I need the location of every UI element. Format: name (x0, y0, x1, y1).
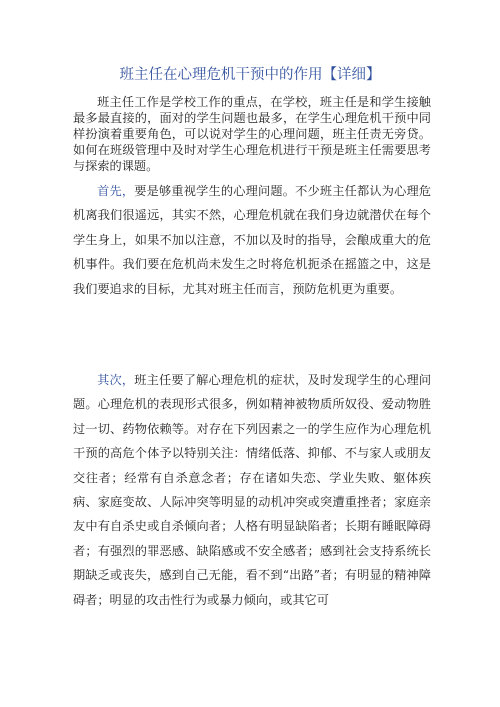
paragraph-first-lead: 首先， (97, 184, 135, 198)
paragraph-first (73, 179, 431, 301)
paragraph-first-text: 要是够重视学生的心理问题。不少班主任都认为心理危机离我们很遥远，其实不然，心理危机就在我们身边就潜伏在每个学生身上，如果不加以注意，不加以及时的指导，会酿成重大的危机事件。我们要在危机尚未发生之时将危机扼杀在摇篮之中，这是我们要追求的目标，尤其对班主任而言，预防危机更为重要。 (73, 184, 432, 296)
intro-text: 班主任工作是学校工作的重点，在学校，班主任是和学生接触最多最直接的，面对的学生问题也最多，在学生心理危机干预中同样扮演着重要角色，可以说对学生的心理问题，班主任责无旁贷。如何在班级管理中及时对学生心理危机进行干预是班主任需要思考与探索的课题。 (73, 95, 431, 173)
paragraph-second-text: 班主任要了解心理危机的症状，及时发现学生的心理问题。心理危机的表现形式很多，例如精神被物质所奴役、爱动物胜过一切、药物依赖等。对存在下列因素之一的学生应作为心理危机干预的高危个体予以特别关注：情绪低落、抑郁、不与家人或朋友交往者；经常有自杀意念者；存在诸如失恋、学业失败、躯体疾病、家庭变故、人际冲突等明显的动机冲突或突遭重挫者；家庭亲友中有自杀史或自杀倾向者；人格有明显缺陷者；长期有睡眠障碍者；有强烈的罪恶感、缺陷感或不安全感者；感到社会支持系统长期缺乏或丧失，感到自己无能，看不到“出路”者；有明显的精神障碍者；明显的攻击性行为或暴力倾向，或其它可 (73, 373, 432, 607)
intro-paragraph (73, 94, 431, 174)
paragraph-second-lead: 其次， (97, 373, 135, 387)
paragraph-second (73, 368, 431, 612)
document-title: 班主任在心理危机干预中的作用【详细】 (119, 67, 381, 83)
